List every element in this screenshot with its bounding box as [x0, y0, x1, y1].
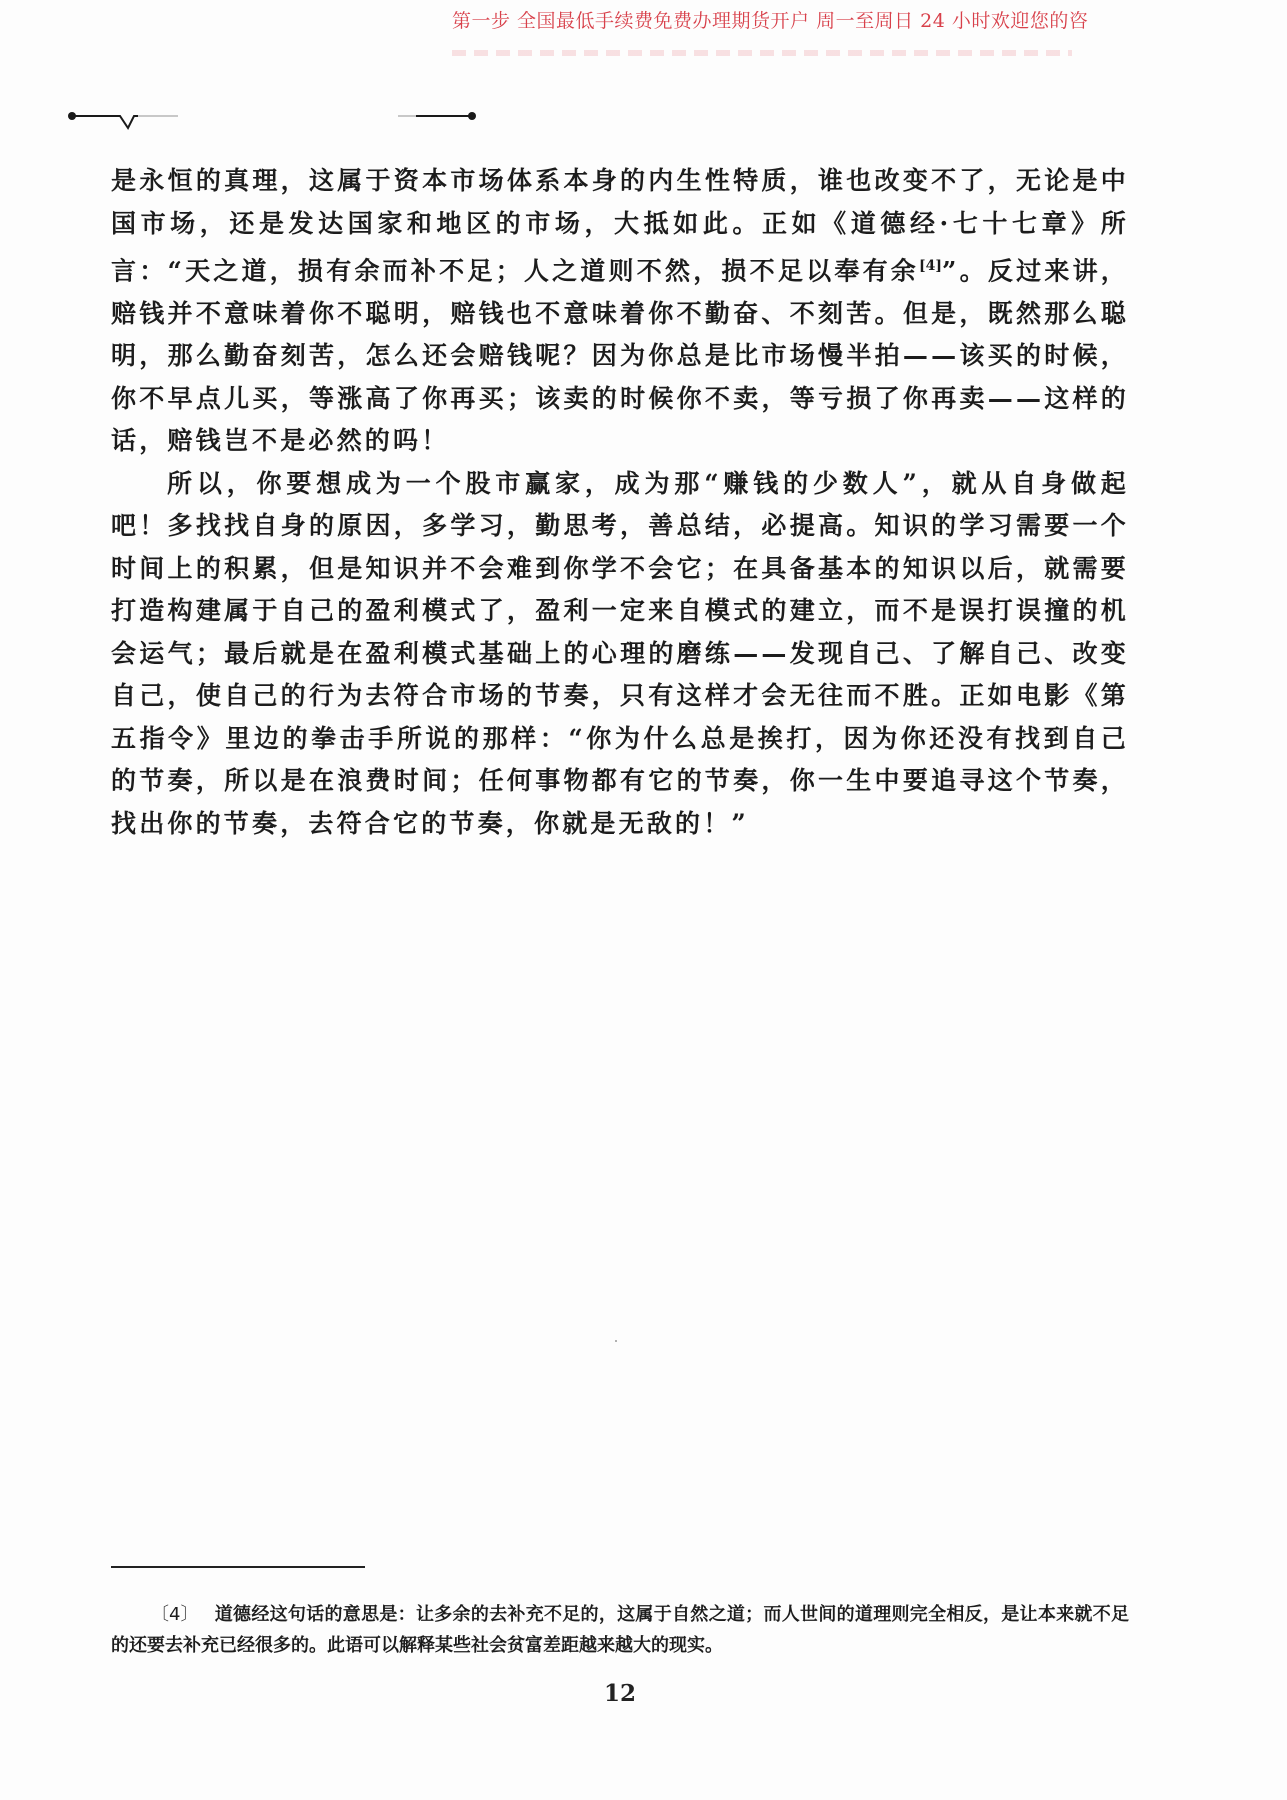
paragraph-1-text: 是永恒的真理，这属于资本市场体系本身的内生性特质，谁也改变不了，无论是中国市场，还是发达国家和地区的市场，大抵如此。正如《道德经·七十七章》所言：“天之道，损有余而补不足；人之道则不然，损不足以奉有余: [111, 166, 1129, 286]
footnote-divider: [111, 1566, 365, 1568]
body-text: [111, 160, 1129, 845]
scan-speck: [615, 1340, 617, 1342]
page-number: 12: [603, 1680, 636, 1707]
paragraph-1-text-cont: ”。反过来讲，赔钱并不意味着你不聪明，赔钱也不意味着你不勤奋、不刻苦。但是，既然那么聪明，那么勤奋刻苦，怎么还会赔钱呢？因为你总是比市场慢半拍——该买的时候，你不早点儿买，等涨高了你再买；该卖的时候你不卖，等亏损了你再卖——这样的话，赔钱岂不是必然的吗！: [111, 256, 1130, 456]
paragraph-1: [111, 160, 1129, 463]
paragraph-2: 所以，你要想成为一个股市赢家，成为那“赚钱的少数人”，就从自身做起吧！多找找自身的原因，多学习，勤思考，善总结，必提高。知识的学习需要一个时间上的积累，但是知识并不会难到你学不会它；在具备基本的知识以后，就需要打造构建属于自己的盈利模式了，盈利一定来自模式的建立，而不是误打误撞的机会运气；最后就是在盈利模式基础上的心理的磨练——发现自己、了解自己、改变自己，使自己的行为去符合市场的节奏，只有这样才会无往而不胜。正如电影《第五指令》里边的拳击手所说的那样：“你为什么总是挨打，因为你还没有找到自己的节奏，所以是在浪费时间；任何事物都有它的节奏，你一生中要追寻这个节奏，找出你的节奏，去符合它的节奏，你就是无敌的！”: [111, 468, 1129, 838]
footnote-text: 道德经这句话的意思是：让多余的去补充不足的，这属于自然之道；而人世间的道理则完全相反，是让本来就不足的还要去补充已经很多的。此语可以解释某些社会贫富差距越来越大的现实。: [111, 1604, 1129, 1656]
footnote: [111, 1599, 1129, 1661]
footnote-reference: [4]: [919, 258, 943, 274]
footnote-mark: 〔4〕: [151, 1604, 199, 1625]
header-ornament-icon: [68, 108, 488, 148]
ad-banner-ghost-line: [452, 50, 1072, 56]
ad-banner-text[interactable]: 第一步 全国最低手续费免费办理期货开户 周一至周日 24 小时欢迎您的咨: [452, 10, 1089, 32]
